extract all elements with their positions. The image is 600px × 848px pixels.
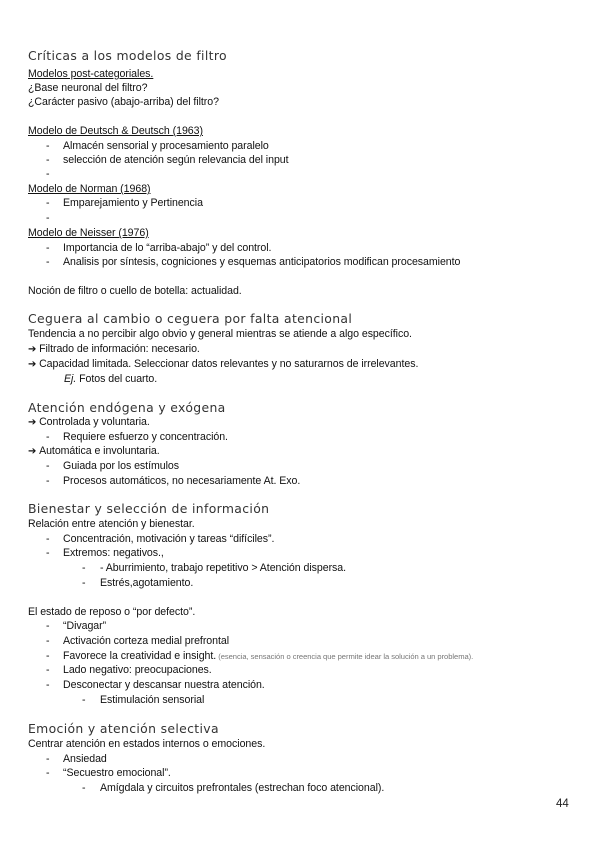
dash-bullet-icon: -: [46, 256, 50, 268]
arrow-right-icon: ➔: [28, 344, 40, 355]
text-line: El estado de reposo o “por defecto”.: [28, 606, 196, 618]
list-item: - Guiada por los estímulos: [46, 460, 179, 472]
section-heading: Emoción y atención selectiva: [28, 721, 219, 736]
list-item: - selección de atención según relevancia del input: [46, 154, 289, 166]
list-item: - Emparejamiento y Pertinencia: [46, 197, 203, 209]
model-title: Modelo de Deutsch & Deutsch (1963): [28, 125, 203, 137]
dash-bullet-icon: -: [46, 460, 50, 472]
text-line: Tendencia a no percibir algo obvio y general mientras se atiende a algo específico.: [28, 328, 412, 340]
model-title: Modelos post-categoriales.: [28, 68, 154, 80]
list-item: - “Secuestro emocional”.: [46, 767, 171, 779]
text-line: Noción de filtro o cuello de botella: actualidad.: [28, 285, 242, 297]
text-line: ¿Base neuronal del filtro?: [28, 82, 148, 94]
dash-bullet-icon: -: [82, 577, 86, 589]
dash-bullet-icon: -: [46, 242, 50, 254]
arrow-right-icon: ➔: [28, 359, 40, 370]
dash-bullet-icon: -: [46, 431, 50, 443]
dash-bullet-icon: -: [46, 767, 50, 779]
dash-bullet-icon: -: [46, 753, 50, 765]
dash-bullet-icon: -: [82, 782, 86, 794]
model-title: Modelo de Norman (1968): [28, 183, 151, 195]
section-heading: Ceguera al cambio o ceguera por falta atencional: [28, 311, 353, 326]
dash-bullet-icon: -: [46, 664, 50, 676]
list-item: - “Divagar”: [46, 620, 107, 632]
dash-bullet-icon: -: [46, 212, 50, 224]
list-item: - Requiere esfuerzo y concentración.: [46, 431, 228, 443]
list-item: - - Aburrimiento, trabajo repetitivo > Atención dispersa.: [82, 562, 347, 574]
dash-bullet-icon: -: [82, 562, 86, 574]
list-item: - Concentración, motivación y tareas “difíciles”.: [46, 533, 275, 545]
list-item: - Estrés,agotamiento.: [82, 577, 194, 589]
dash-bullet-icon: -: [46, 547, 50, 559]
list-item: - Lado negativo: preocupaciones.: [46, 664, 212, 676]
text-line: ¿Carácter pasivo (abajo-arriba) del filtro?: [28, 96, 219, 108]
dash-bullet-icon: -: [46, 168, 50, 180]
list-item: - Extremos: negativos.,: [46, 547, 164, 559]
dash-bullet-icon: -: [46, 679, 50, 691]
list-item: - Almacén sensorial y procesamiento paralelo: [46, 140, 269, 152]
list-item: - Analisis por síntesis, cogniciones y esquemas anticipatorios modifican procesamiento: [46, 256, 461, 268]
model-title: Modelo de Neisser (1976): [28, 227, 149, 239]
text-line: Relación entre atención y bienestar.: [28, 518, 195, 530]
page-number: 44: [556, 798, 569, 810]
list-item: - Procesos automáticos, no necesariamente At. Exo.: [46, 475, 301, 487]
arrow-item: ➔ Capacidad limitada. Seleccionar datos relevantes y no saturarnos de irrelevantes.: [28, 358, 419, 370]
section-heading: Atención endógena y exógena: [28, 400, 226, 415]
dash-bullet-icon: -: [46, 620, 50, 632]
list-item: - Favorece la creatividad e insight. (esencia, sensación o creencia que permite idear la solución a un problema).: [46, 650, 474, 662]
text-line: Centrar atención en estados internos o emociones.: [28, 738, 266, 750]
list-item: - Ansiedad: [46, 753, 107, 765]
arrow-right-icon: ➔: [28, 446, 40, 457]
dash-bullet-icon: -: [82, 694, 86, 706]
list-item: - Activación corteza medial prefrontal: [46, 635, 230, 647]
arrow-right-icon: ➔: [28, 417, 40, 428]
arrow-item: ➔ Automática e involuntaria.: [28, 445, 160, 457]
dash-bullet-icon: -: [46, 197, 50, 209]
dash-bullet-icon: -: [46, 650, 50, 662]
section-heading: Bienestar y selección de información: [28, 501, 270, 516]
list-item: - Importancia de lo “arriba-abajo” y del control.: [46, 242, 272, 254]
dash-bullet-icon: -: [46, 533, 50, 545]
dash-bullet-icon: -: [46, 475, 50, 487]
section-heading: Críticas a los modelos de filtro: [28, 48, 227, 63]
example-line: Ej. Fotos del cuarto.: [64, 373, 158, 385]
dash-bullet-icon: -: [46, 154, 50, 166]
list-item: - Estimulación sensorial: [82, 694, 205, 706]
list-item: - Desconectar y descansar nuestra atención.: [46, 679, 265, 691]
arrow-item: ➔ Controlada y voluntaria.: [28, 416, 150, 428]
list-item: - Amígdala y circuitos prefrontales (estrechan foco atencional).: [82, 782, 385, 794]
dash-bullet-icon: -: [46, 140, 50, 152]
dash-bullet-icon: -: [46, 635, 50, 647]
arrow-item: ➔ Filtrado de información: necesario.: [28, 343, 200, 355]
